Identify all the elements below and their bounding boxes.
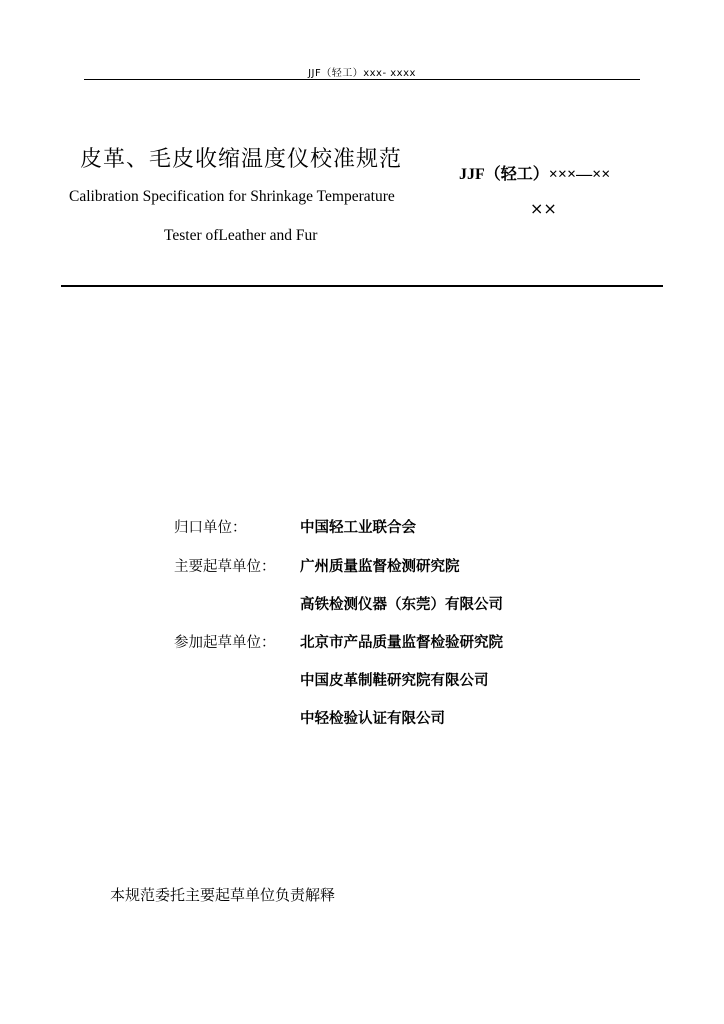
participating-unit-3: 中轻检验认证有限公司 [300, 711, 445, 727]
interpretation-note: 本规范委托主要起草单位负责解释 [110, 886, 336, 904]
document-title-english-line1: Calibration Specification for Shrinkage Temperature [69, 188, 395, 205]
participating-unit-2: 中国皮革制鞋研究院有限公司 [300, 673, 489, 689]
spec-code-line2: ×× [530, 199, 557, 218]
header-rule [84, 79, 640, 80]
responsible-unit-value: 中国轻工业联合会 [300, 520, 416, 536]
document-title-english-line2: Tester ofLeather and Fur [164, 227, 318, 244]
document-title-chinese: 皮革、毛皮收缩温度仪校准规范 [80, 147, 403, 172]
title-divider-rule [61, 285, 663, 287]
responsible-unit-label: 归口单位： [174, 520, 247, 536]
main-drafting-unit-label: 主要起草单位： [174, 559, 276, 575]
participating-unit-label: 参加起草单位： [174, 635, 276, 651]
page-header-code: JJF（轻工）xxx- xxxx [308, 68, 416, 79]
main-drafting-unit-1: 广州质量监督检测研究院 [300, 559, 460, 575]
participating-unit-1: 北京市产品质量监督检验研究院 [300, 635, 503, 651]
main-drafting-unit-2: 高铁检测仪器（东莞）有限公司 [300, 597, 503, 613]
spec-code-line1: JJF（轻工）×××—×× [459, 166, 611, 183]
